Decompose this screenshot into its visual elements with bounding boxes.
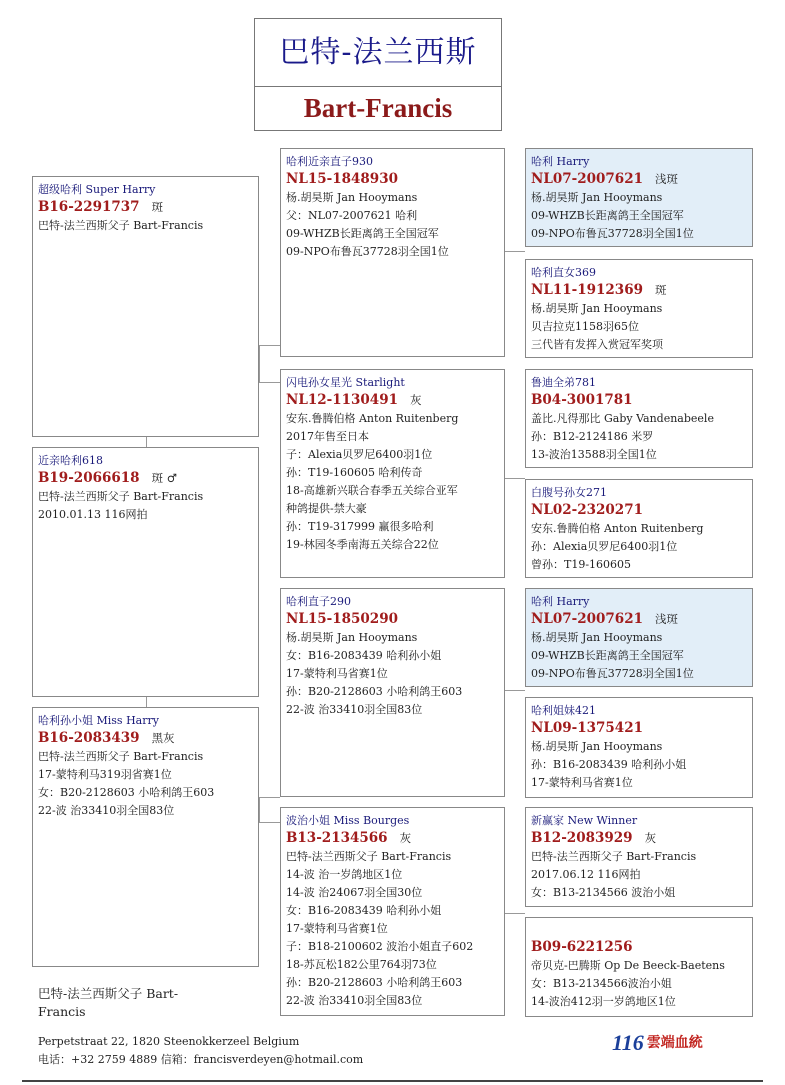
info-line: 巴特-法兰西斯父子 Bart-Francis [286, 850, 452, 863]
ring-line [286, 391, 504, 410]
info-line: 女：B13-2134566波治小姐 [531, 977, 672, 990]
info-line: 杨.胡昊斯 Jan Hooymans [286, 191, 418, 204]
bird-name: 鲁迪全弟781 [531, 376, 596, 389]
ring-number: NL02-2320271 [531, 502, 643, 518]
bird-name: 超级哈利 Super Harry [38, 183, 156, 196]
info-line: 子：Alexia贝罗尼6400羽1位 [286, 448, 433, 461]
connector-line [505, 913, 525, 914]
ring-line [531, 610, 752, 629]
great-grandparent-box [525, 369, 753, 468]
info-line: 14-波 治一岁鸽地区1位 [286, 868, 403, 881]
ring-number: B09-6221256 [531, 939, 633, 955]
grandparent-box [280, 588, 505, 797]
great-grandparent-box [525, 697, 753, 798]
ring-line [38, 469, 258, 488]
ring-line [531, 281, 752, 300]
info-line: 14-波治412羽一岁鸽地区1位 [531, 995, 676, 1008]
ring-line [286, 610, 504, 629]
ring-line [38, 198, 258, 217]
info-line: 17-蒙特利马省赛1位 [286, 922, 388, 935]
info-line: 杨.胡昊斯 Jan Hooymans [286, 631, 418, 644]
bird-name: 新赢家 New Winner [531, 814, 638, 827]
ring-line [531, 938, 752, 957]
info-line: 巴特-法兰西斯父子 Bart-Francis [38, 219, 204, 232]
breeder-name [38, 985, 178, 1021]
ring-line [531, 391, 752, 410]
bird-color: 黑灰 [151, 731, 175, 745]
connector-line [505, 478, 525, 479]
ring-line [286, 170, 504, 189]
ring-line [38, 729, 258, 748]
subject-box [32, 447, 259, 697]
bird-name: 近亲哈利618 [38, 454, 103, 467]
info-line: 巴特-法兰西斯父子 Bart-Francis [38, 750, 204, 763]
info-line: 父：NL07-2007621 哈利 [286, 209, 418, 222]
bird-name: 哈利姐妹421 [531, 704, 596, 717]
info-line: 孙：B16-2083439 哈利孙小姐 [531, 758, 687, 771]
info-line: 安东.鲁腾伯格 Anton Ruitenberg [531, 522, 704, 535]
ring-number: B19-2066618 [38, 470, 140, 486]
great-grandparent-box [525, 807, 753, 907]
grandparent-box [280, 369, 505, 578]
bird-color: 浅斑 [654, 172, 678, 186]
connector-line [146, 697, 147, 707]
ring-number: NL15-1848930 [286, 171, 398, 187]
connector-line [505, 251, 525, 252]
bird-name: 哈利直子290 [286, 595, 351, 608]
ring-number: B04-3001781 [531, 392, 633, 408]
info-line: 子：B18-2100602 波治小姐直子602 [286, 940, 474, 953]
connector-line [505, 690, 525, 691]
ring-line [531, 719, 752, 738]
great-grandparent-box [525, 479, 753, 578]
info-line: 18-高雄新兴联合春季五关综合亚军 [286, 484, 458, 497]
info-line: 2010.01.13 116网拍 [38, 508, 148, 521]
breeder-name-line: Francis [38, 1004, 86, 1019]
logo-text: 雲端血統 [646, 1035, 703, 1051]
bird-name: 哈利直女369 [531, 266, 596, 279]
info-line: 女：B16-2083439 哈利孙小姐 [286, 904, 442, 917]
info-line: 杨.胡昊斯 Jan Hooymans [531, 302, 663, 315]
info-line: 14-波 治24067羽全国30位 [286, 886, 423, 899]
info-line: 孙：T19-317999 赢很多哈利 [286, 520, 434, 533]
bird-color: 斑 ♂ [151, 471, 178, 485]
bird-name: 哈利 Harry [531, 155, 590, 168]
info-line: 09-NPO布鲁瓦37728羽全国1位 [531, 227, 694, 240]
info-line: 13-波治13588羽全国1位 [531, 448, 657, 461]
breeder-name-line: 巴特-法兰西斯父子 Bart- [38, 986, 179, 1001]
title-divider [255, 86, 501, 87]
logo-number: 116 [612, 1030, 644, 1055]
pedigree-title [254, 18, 502, 131]
info-line: 安东.鲁腾伯格 Anton Ruitenberg [286, 412, 459, 425]
info-line: 杨.胡昊斯 Jan Hooymans [531, 631, 663, 644]
info-line: 孙：B20-2128603 小哈利鸽王603 [286, 685, 463, 698]
grandparent-box [280, 807, 505, 1016]
info-line: 17-蒙特利马省赛1位 [286, 667, 388, 680]
connector-line [259, 382, 280, 383]
ring-number: B12-2083929 [531, 830, 633, 846]
connector-line [259, 797, 280, 798]
info-line: 22-波 治33410羽全国83位 [38, 804, 175, 817]
title-chinese: 巴特-法兰西斯 [279, 35, 477, 70]
bird-name: 白腹号孙女271 [531, 486, 607, 499]
info-line: 巴特-法兰西斯父子 Bart-Francis [38, 490, 204, 503]
bird-name: 闪电孙女星光 Starlight [286, 376, 405, 389]
great-grandparent-box [525, 259, 753, 358]
ring-line [531, 829, 752, 848]
info-line: 09-NPO布鲁瓦37728羽全国1位 [531, 667, 694, 680]
info-line: 贝吉拉克1158羽65位 [531, 320, 639, 333]
bird-color: 斑 [654, 283, 667, 297]
great-grandparent-box [525, 148, 753, 247]
ring-line [286, 829, 504, 848]
bird-name: 波治小姐 Miss Bourges [286, 814, 410, 827]
connector-line [259, 797, 260, 822]
info-line: 杨.胡昊斯 Jan Hooymans [531, 740, 663, 753]
info-line: 2017年售至日本 [286, 430, 369, 443]
bird-color: 灰 [409, 393, 422, 407]
connector-line [259, 822, 280, 823]
ring-number: B16-2083439 [38, 730, 140, 746]
ring-number: B16-2291737 [38, 199, 140, 215]
ring-line [531, 501, 752, 520]
connector-line [146, 437, 147, 447]
sire-box [32, 176, 259, 437]
info-line: 女：B16-2083439 哈利孙小姐 [286, 649, 442, 662]
bird-color: 灰 [399, 831, 412, 845]
address-line: Perpetstraat 22, 1820 Steenokkerzeel Belgium [38, 1035, 300, 1048]
grandparent-box [280, 148, 505, 357]
dam-box [32, 707, 259, 967]
breeder-contact [38, 1033, 363, 1069]
ring-number: NL12-1130491 [286, 392, 398, 408]
info-line: 09-WHZB长距离鸽王全国冠军 [286, 227, 439, 240]
info-line: 09-WHZB长距离鸽王全国冠军 [531, 209, 684, 222]
bird-name: 哈利孙小姐 Miss Harry [38, 714, 159, 727]
info-line: 孙：T19-160605 哈利传奇 [286, 466, 423, 479]
connector-line [259, 345, 260, 382]
great-grandparent-box [525, 917, 753, 1017]
bird-name: 哈利近亲直子930 [286, 155, 373, 168]
bird-color: 斑 [151, 200, 164, 214]
info-line: 2017.06.12 116网拍 [531, 868, 641, 881]
ring-number: NL07-2007621 [531, 171, 643, 187]
ring-line [531, 170, 752, 189]
bird-color: 浅斑 [654, 612, 678, 626]
connector-line [259, 345, 280, 346]
info-line: 杨.胡昊斯 Jan Hooymans [531, 191, 663, 204]
info-line: 盖比.凡得那比 Gaby Vandenabeele [531, 412, 714, 425]
title-english: Bart-Francis [303, 93, 453, 123]
info-line: 19-林园冬季南海五关综合22位 [286, 538, 439, 551]
ring-number: NL11-1912369 [531, 282, 643, 298]
info-line: 17-蒙特利马省赛1位 [531, 776, 633, 789]
info-line: 22-波 治33410羽全国83位 [286, 703, 423, 716]
contact-line: 电话：+32 2759 4889 信箱：francisverdeyen@hotmail.com [38, 1053, 364, 1066]
info-line: 17-蒙特利马319羽省赛1位 [38, 768, 172, 781]
info-line: 三代皆有发挥入赏冠军奖项 [531, 338, 663, 351]
info-line: 孙：B12-2124186 米罗 [531, 430, 654, 443]
info-line: 18-苏瓦松182公里764羽73位 [286, 958, 437, 971]
ring-number: NL07-2007621 [531, 611, 643, 627]
info-line: 种鸽提供-禁大豪 [286, 502, 367, 515]
ring-number: NL09-1375421 [531, 720, 643, 736]
info-line: 女：B20-2128603 小哈利鸽王603 [38, 786, 215, 799]
info-line: 孙：Alexia贝罗尼6400羽1位 [531, 540, 678, 553]
bird-name: 哈利 Harry [531, 595, 590, 608]
info-line: 巴特-法兰西斯父子 Bart-Francis [531, 850, 697, 863]
bird-color: 灰 [644, 831, 657, 845]
info-line: 09-WHZB长距离鸽王全国冠军 [531, 649, 684, 662]
brand-logo [612, 1030, 703, 1054]
info-line: 帝贝克-巴腾斯 Op De Beeck-Baetens [531, 959, 725, 972]
info-line: 09-NPO布鲁瓦37728羽全国1位 [286, 245, 449, 258]
bottom-divider [22, 1080, 763, 1082]
info-line: 孙：B20-2128603 小哈利鸽王603 [286, 976, 463, 989]
info-line: 曾孙：T19-160605 [531, 558, 632, 571]
ring-number: B13-2134566 [286, 830, 388, 846]
info-line: 女：B13-2134566 波治小姐 [531, 886, 676, 899]
ring-number: NL15-1850290 [286, 611, 398, 627]
info-line: 22-波 治33410羽全国83位 [286, 994, 423, 1007]
great-grandparent-box [525, 588, 753, 687]
